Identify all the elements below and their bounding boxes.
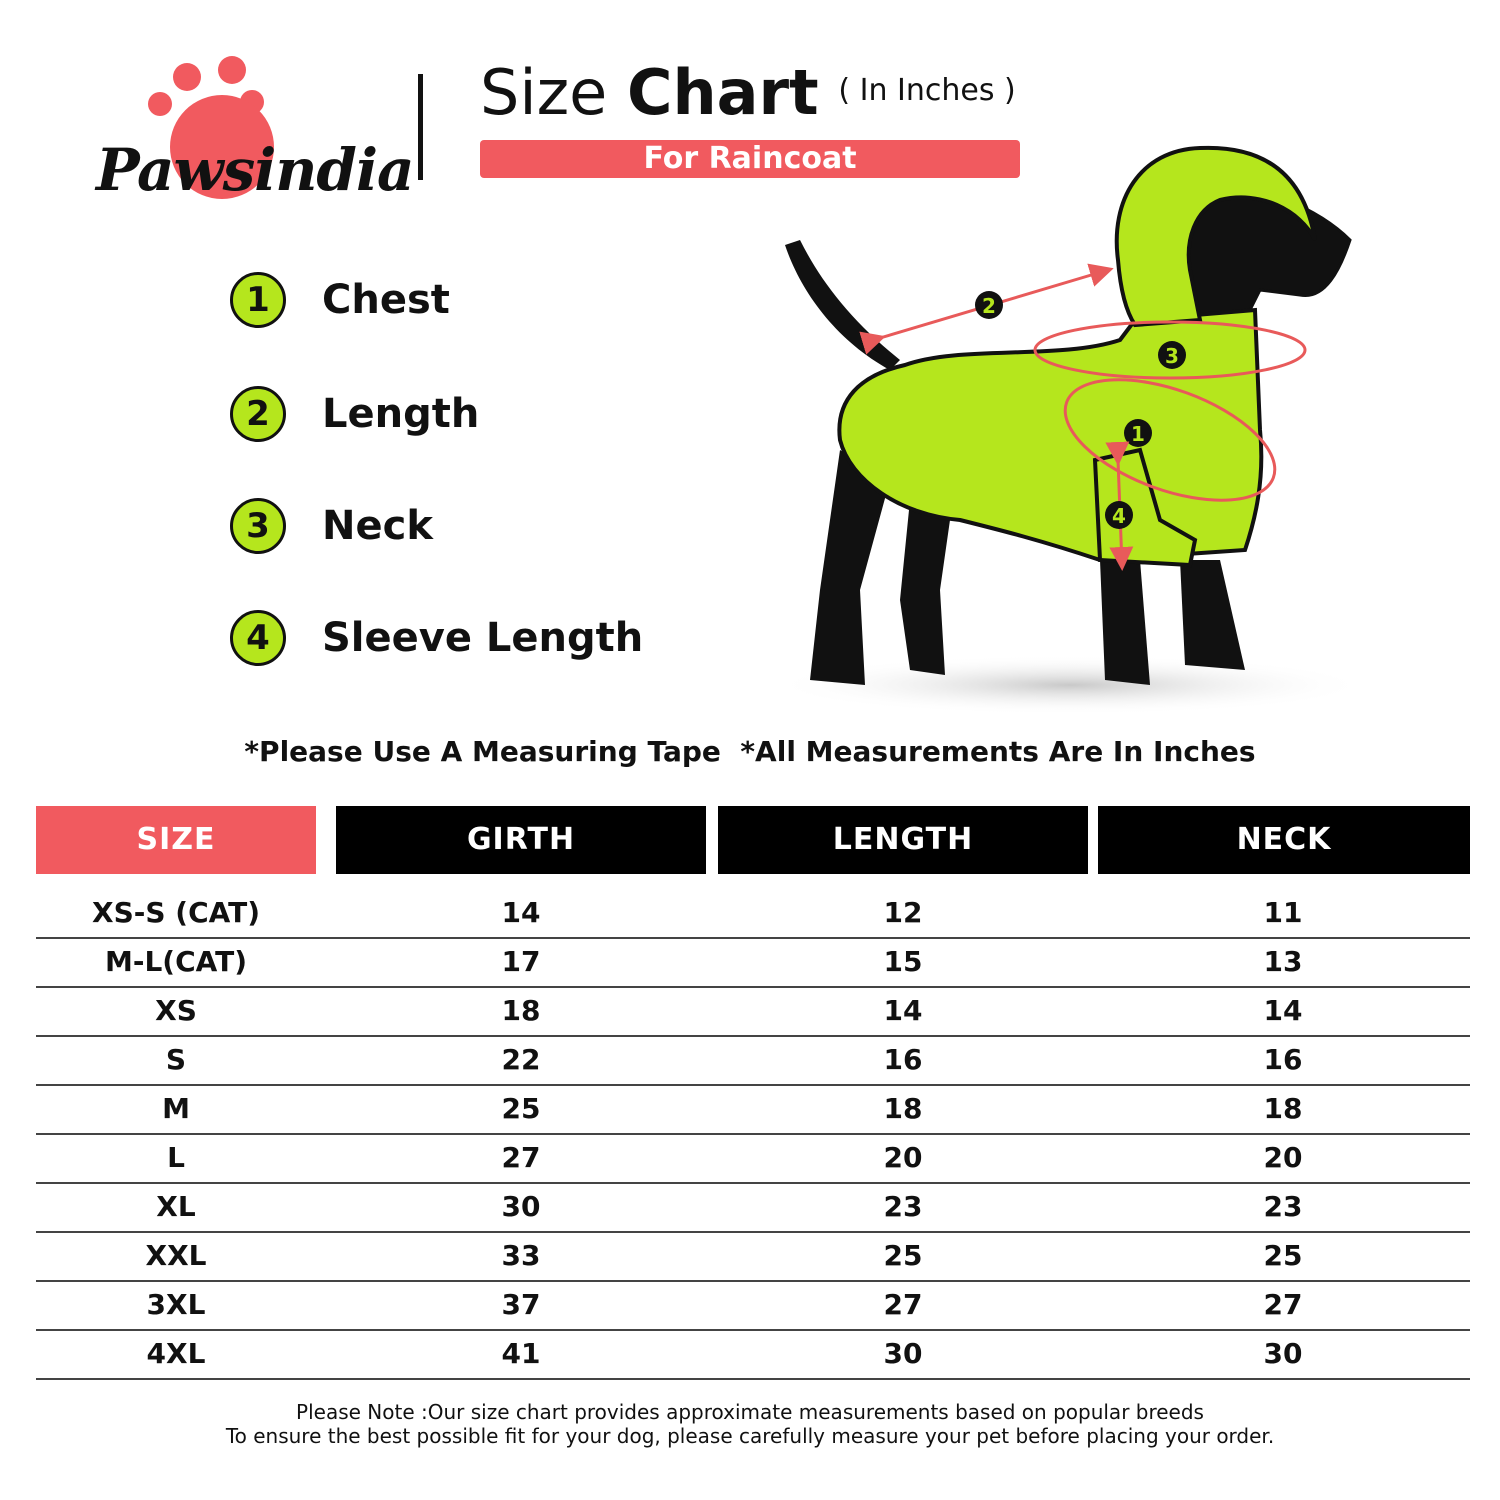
title-light: Size: [480, 56, 608, 129]
table-row: [36, 1329, 1470, 1380]
legend-number-badge: 3: [230, 498, 286, 554]
table-row: [36, 1280, 1470, 1331]
neck-cell: 16: [1263, 1043, 1303, 1076]
svg-text:1: 1: [1131, 422, 1145, 446]
size-cell: XS-S (CAT): [91, 896, 261, 929]
girth-cell: 14: [501, 896, 541, 929]
legend-item-chest: [230, 268, 450, 332]
legend-label: Chest: [322, 277, 450, 323]
size-cell: 3XL: [146, 1288, 206, 1321]
girth-cell: 18: [501, 994, 541, 1027]
neck-cell: 13: [1263, 945, 1303, 978]
dog-raincoat-illustration: [740, 120, 1360, 720]
girth-cell: 30: [501, 1190, 541, 1223]
legend-number-badge: 1: [230, 272, 286, 328]
legend-item-length: [230, 382, 479, 446]
neck-cell: 20: [1263, 1141, 1303, 1174]
length-cell: 20: [883, 1141, 923, 1174]
svg-text:4: 4: [1112, 504, 1126, 528]
legend-label: Length: [322, 391, 480, 437]
girth-cell: 33: [501, 1239, 541, 1272]
footnote-line-2: To ensure the best possible fit for your dog, please carefully measure your pet before placing your order.: [225, 1424, 1275, 1448]
table-row: [36, 1133, 1470, 1184]
table-row: [36, 1182, 1470, 1233]
girth-cell: 22: [501, 1043, 541, 1076]
brand-name: Pawsindia: [96, 136, 414, 204]
girth-cell: 25: [501, 1092, 541, 1125]
size-cell: XXL: [145, 1239, 207, 1272]
size-cell: S: [165, 1043, 187, 1076]
footnote: [0, 1400, 1500, 1448]
length-cell: 15: [883, 945, 923, 978]
neck-cell: 14: [1263, 994, 1303, 1027]
length-cell: 18: [883, 1092, 923, 1125]
legend-item-sleeve-length: [230, 606, 643, 670]
col-header-length: LENGTH: [718, 806, 1088, 874]
legend-item-neck: [230, 494, 433, 558]
length-cell: 16: [883, 1043, 923, 1076]
legend-label: Sleeve Length: [322, 615, 644, 661]
length-cell: 25: [883, 1239, 923, 1272]
table-row: [36, 937, 1470, 988]
brand-logo: [92, 52, 414, 204]
svg-text:2: 2: [982, 294, 996, 318]
title-unit: ( In Inches ): [838, 73, 1016, 108]
legend-label: Neck: [322, 503, 433, 549]
length-cell: 23: [883, 1190, 923, 1223]
neck-cell: 23: [1263, 1190, 1303, 1223]
col-header-girth: GIRTH: [336, 806, 706, 874]
size-cell: XS: [155, 994, 197, 1027]
length-cell: 27: [883, 1288, 923, 1321]
neck-cell: 30: [1263, 1337, 1303, 1370]
girth-cell: 41: [501, 1337, 541, 1370]
table-row: [36, 888, 1470, 939]
page-title: [480, 56, 1016, 129]
table-row: [36, 1084, 1470, 1135]
girth-cell: 17: [501, 945, 541, 978]
girth-cell: 37: [501, 1288, 541, 1321]
subtitle-banner: For Raincoat: [480, 140, 1020, 178]
title-bold: Chart: [627, 56, 819, 129]
col-header-neck: NECK: [1098, 806, 1470, 874]
size-cell: 4XL: [146, 1337, 206, 1370]
neck-cell: 11: [1263, 896, 1303, 929]
size-cell: XL: [156, 1190, 196, 1223]
svg-text:3: 3: [1165, 344, 1179, 368]
col-header-size: SIZE: [36, 806, 316, 874]
girth-cell: 27: [501, 1141, 541, 1174]
size-cell: M-L(CAT): [104, 945, 248, 978]
size-cell: M: [162, 1092, 190, 1125]
neck-cell: 27: [1263, 1288, 1303, 1321]
length-cell: 14: [883, 994, 923, 1027]
legend-number-badge: 4: [230, 610, 286, 666]
size-cell: L: [167, 1141, 185, 1174]
table-row: [36, 1035, 1470, 1086]
length-cell: 30: [883, 1337, 923, 1370]
footnote-line-1: Please Note :Our size chart provides approximate measurements based on popular breeds: [296, 1400, 1204, 1424]
neck-cell: 25: [1263, 1239, 1303, 1272]
header-divider: [418, 74, 423, 180]
neck-cell: 18: [1263, 1092, 1303, 1125]
measuring-note: *Please Use A Measuring Tape *All Measurements Are In Inches: [244, 735, 1256, 768]
length-cell: 12: [883, 896, 923, 929]
table-row: [36, 1231, 1470, 1282]
table-row: [36, 986, 1470, 1037]
legend-number-badge: 2: [230, 386, 286, 442]
